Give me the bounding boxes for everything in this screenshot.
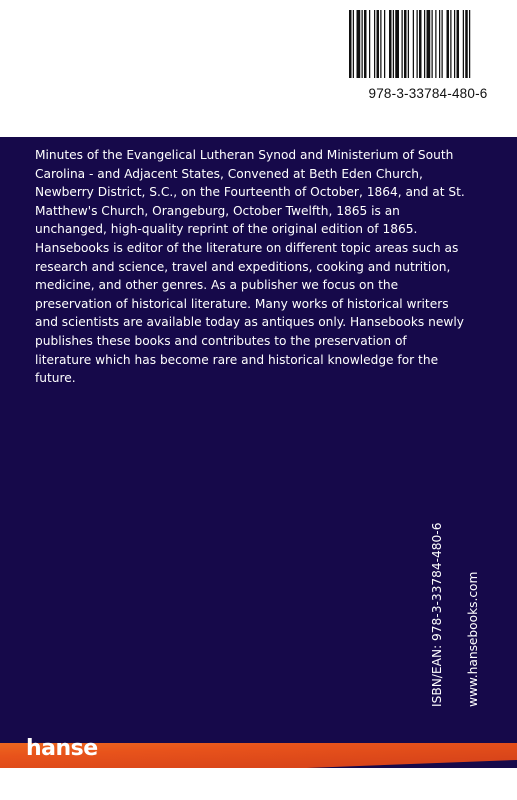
book-description: Minutes of the Evangelical Lutheran Synod and Ministerium of South Carolina - and Adjacent States, Convened at Beth Eden Church, Newberry District, S.C., on the Fourteenth of October, 1864, and at St. Matthew's Church, Orangeburg, October Twelfth, 1865 is an unchanged, high-quality reprint of the original edition of 1865. Hansebooks is editor of the literature on different topic areas such as research and science, travel and expeditions, cooking and nutrition, medicine, and other genres. As a publisher we focus on the preservation of historical literature. Many works of historical writers and scientists are available today as antiques only. Hansebooks newly publishes these books and contributes to the preservation of literature which has become rare and historical knowledge for the future. bbox=[35, 148, 465, 386]
barcode bbox=[343, 6, 513, 126]
spine-website[interactable]: www.hansebooks.com bbox=[466, 571, 480, 707]
spine-info bbox=[430, 500, 500, 710]
barcode-bars bbox=[347, 10, 509, 82]
hanse-logo: hanse bbox=[26, 736, 98, 761]
bottom-white-base bbox=[0, 768, 517, 800]
barcode-isbn-number: 978-3-33784-480-6 bbox=[368, 86, 488, 101]
spine-isbn: ISBN/EAN: 978-3-33784-480-6 bbox=[430, 522, 444, 707]
